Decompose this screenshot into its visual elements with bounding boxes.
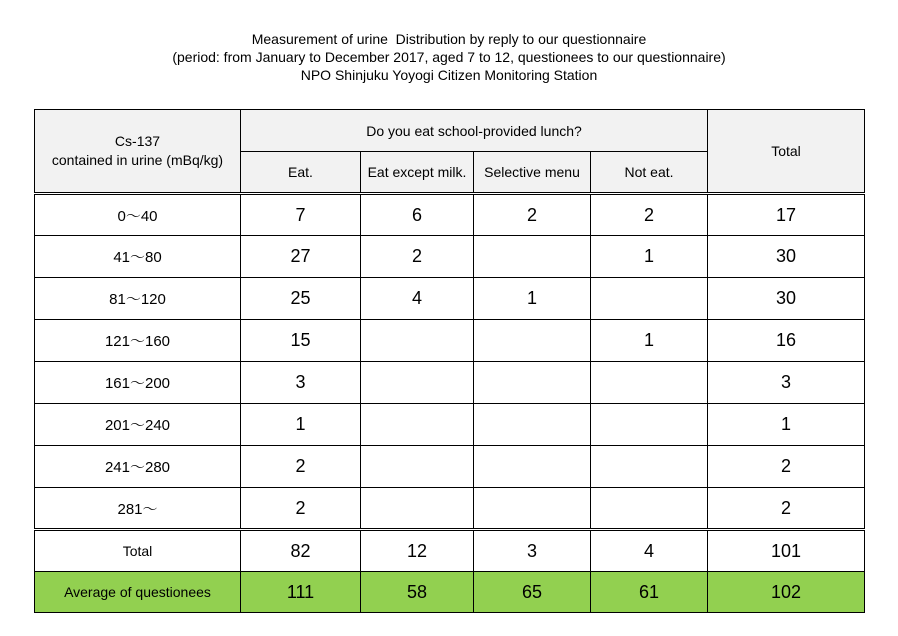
average-row-label: Average of questionees bbox=[35, 572, 241, 613]
average-total-cell: 102 bbox=[708, 572, 865, 613]
range-cell: 161～200 bbox=[35, 362, 241, 404]
count-cell: 4 bbox=[361, 278, 474, 320]
range-cell: 201～240 bbox=[35, 404, 241, 446]
count-cell bbox=[474, 404, 591, 446]
count-cell: 1 bbox=[474, 278, 591, 320]
row-total-cell: 3 bbox=[708, 362, 865, 404]
average-cell: 58 bbox=[361, 572, 474, 613]
count-cell bbox=[474, 446, 591, 488]
table-row bbox=[35, 236, 865, 278]
urine-unit-label: contained in urine (mBq/kg) bbox=[51, 152, 224, 168]
range-cell: 0～40 bbox=[35, 194, 241, 236]
title-line-3: NPO Shinjuku Yoyogi Citizen Monitoring Station bbox=[300, 67, 598, 83]
grand-total-cell: 101 bbox=[708, 530, 865, 572]
count-cell bbox=[361, 446, 474, 488]
row-total-cell: 17 bbox=[708, 194, 865, 236]
range-cell: 281～ bbox=[35, 488, 241, 530]
distribution-table bbox=[34, 109, 865, 613]
row-total-cell: 2 bbox=[708, 488, 865, 530]
total-cell: 82 bbox=[241, 530, 361, 572]
row-total-cell: 16 bbox=[708, 320, 865, 362]
count-cell: 2 bbox=[474, 194, 591, 236]
count-cell bbox=[474, 362, 591, 404]
count-cell: 27 bbox=[241, 236, 361, 278]
count-cell: 15 bbox=[241, 320, 361, 362]
table-row bbox=[35, 488, 865, 530]
average-cell: 61 bbox=[591, 572, 708, 613]
total-row bbox=[35, 530, 865, 572]
count-cell: 2 bbox=[591, 194, 708, 236]
count-cell: 7 bbox=[241, 194, 361, 236]
table-row bbox=[35, 362, 865, 404]
count-cell bbox=[474, 320, 591, 362]
count-cell bbox=[361, 320, 474, 362]
count-cell bbox=[591, 404, 708, 446]
range-cell: 81～120 bbox=[35, 278, 241, 320]
total-cell: 12 bbox=[361, 530, 474, 572]
count-cell: 25 bbox=[241, 278, 361, 320]
row-total-cell: 2 bbox=[708, 446, 865, 488]
count-cell: 1 bbox=[591, 236, 708, 278]
data-rows bbox=[35, 194, 865, 530]
count-cell bbox=[591, 446, 708, 488]
total-row-label: Total bbox=[35, 530, 241, 572]
count-cell bbox=[591, 362, 708, 404]
count-cell bbox=[591, 278, 708, 320]
title-line-1: Measurement of urine Distribution by reply to our questionnaire bbox=[251, 31, 647, 47]
column-header-selective-menu: Selective menu bbox=[474, 152, 591, 194]
range-cell: 41～80 bbox=[35, 236, 241, 278]
title-line-2: (period: from January to December 2017, aged 7 to 12, questionees to our questionnaire) bbox=[172, 49, 726, 65]
average-cell: 65 bbox=[474, 572, 591, 613]
question-header: Do you eat school-provided lunch? bbox=[241, 110, 708, 152]
count-cell: 2 bbox=[241, 446, 361, 488]
total-column-header: Total bbox=[708, 110, 865, 194]
table-row bbox=[35, 446, 865, 488]
count-cell: 1 bbox=[241, 404, 361, 446]
count-cell bbox=[474, 488, 591, 530]
cs-137-label: Cs-137 bbox=[114, 133, 161, 149]
count-cell bbox=[591, 488, 708, 530]
row-total-cell: 1 bbox=[708, 404, 865, 446]
table-row bbox=[35, 194, 865, 236]
table-row bbox=[35, 320, 865, 362]
table-row bbox=[35, 404, 865, 446]
total-cell: 3 bbox=[474, 530, 591, 572]
count-cell: 1 bbox=[591, 320, 708, 362]
average-row bbox=[35, 572, 865, 613]
row-total-cell: 30 bbox=[708, 278, 865, 320]
count-cell bbox=[361, 362, 474, 404]
table-row bbox=[35, 278, 865, 320]
average-cell: 111 bbox=[241, 572, 361, 613]
count-cell: 6 bbox=[361, 194, 474, 236]
count-cell bbox=[361, 404, 474, 446]
column-header-not-eat: Not eat. bbox=[591, 152, 708, 194]
count-cell: 2 bbox=[241, 488, 361, 530]
column-header-eat: Eat. bbox=[241, 152, 361, 194]
column-header-eat-except-milk: Eat except milk. bbox=[361, 152, 474, 194]
range-cell: 241～280 bbox=[35, 446, 241, 488]
range-cell: 121～160 bbox=[35, 320, 241, 362]
row-total-cell: 30 bbox=[708, 236, 865, 278]
count-cell: 2 bbox=[361, 236, 474, 278]
count-cell bbox=[361, 488, 474, 530]
cs-137-header bbox=[35, 110, 241, 194]
count-cell bbox=[474, 236, 591, 278]
title-block bbox=[0, 30, 898, 84]
total-cell: 4 bbox=[591, 530, 708, 572]
count-cell: 3 bbox=[241, 362, 361, 404]
